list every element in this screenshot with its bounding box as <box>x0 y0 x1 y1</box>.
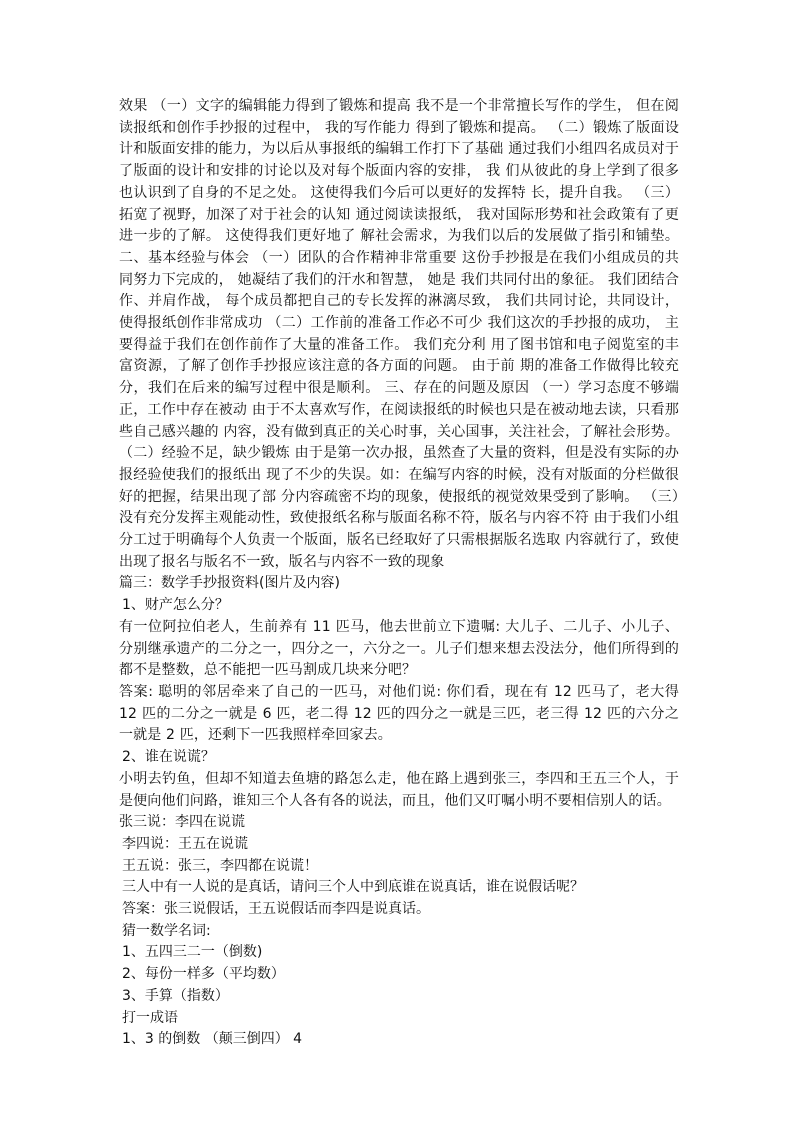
riddle-heading: 猜一数学名词: <box>122 922 211 939</box>
question-2-title: 2、谁在说谎？ <box>122 749 215 766</box>
idiom-heading: 打一成语 <box>122 1009 178 1026</box>
idiom-item: 1、3 的倒数 （颠三倒四） 4 <box>122 1031 303 1048</box>
question-2-answer: 答案：张三说假话，王五说假话而李四是说真话。 <box>122 901 430 918</box>
riddle-item: 3、手算（指数） <box>122 987 229 1004</box>
question-2-text: 小明去钓鱼，但却不知道去鱼塘的路怎么走，他在路上遇到张三，李四和王五三个人，于是便向他们问路，谁知三个人各有各的说法，而且，他们又叮嘱小明不要相信别人的话。 <box>119 770 679 809</box>
riddle-item: 2、每份一样多（平均数） <box>122 966 285 983</box>
question-2-statement-lisi: 李四说：王五在说谎 <box>122 835 248 852</box>
question-2-statement-zhangsan: 张三说：李四在说谎 <box>119 814 245 831</box>
question-2-prompt: 三人中有一人说的是真话，请问三个人中到底谁在说真话，谁在说假话呢？ <box>122 879 584 896</box>
document-page <box>119 96 679 1051</box>
question-1-text: 有一位阿拉伯老人，生前养有 11 匹马，他去世前立下遗嘱: 大儿子、二儿子、小儿子、分别继承遗产的二分之一，四分之一，六分之一。儿子们想来想去没法分，他们所得到的都不是整数，总不能把一匹马割成几块来分吧？ <box>119 618 679 679</box>
body-paragraph-main: 效果 （一）文字的编辑能力得到了锻炼和提高 我不是一个非常擅长写作的学生， 但在阅读报纸和创作手抄报的过程中， 我的写作能力 得到了锻炼和提高。 （二）锻炼了版面设计和版面安排的能力，为以后从事报纸的编辑工作打下了基础 通过我们小组四名成员对于了版面的设计和安排的讨论以及对每个版面内容的安排， 我 们从彼此的身上学到了很多也认识到了自身的不足之处。 这使得我们今后可以更好的发挥特 长，提升自我。 （三）拓宽了视野，加深了对于社会的认知 通过阅读读报纸， 我对国际形势和社会政策有了更进一步的了解。 这使得我们更好地了 解社会需求，为我们以后的发展做了指引和铺垫。 二、基本经验与体会 （一）团队的合作精神非常重要 这份手抄报是在我们小组成员的共同努力下完成的， 她凝结了我们的汗水和智慧， 她是 我们共同付出的象征。 我们团结合作、并肩作战， 每个成员都把自己的专长发挥的淋漓尽致， 我们共同讨论，共同设计，使得报纸创作非常成功 （二）工作前的准备工作必不可少 我们这次的手抄报的成功， 主要得益于我们在创作前作了大量的准备工作。 我们充分利 用了图书馆和电子阅览室的丰富资源，了解了创作手抄报应该注意的各方面的问题。 由于前 期的准备工作做得比较充分，我们在后来的编写过程中很是顺利。 三、存在的问题及原因 （一）学习态度不够端正，工作中存在被动 由于不太喜欢写作，在阅读报纸的时候也只是在被动地去读，只看那些自己感兴趣的 内容，没有做到真正的关心时事，关心国事，关注社会，了解社会形势。 （二）经验不足，缺少锻炼 由于是第一次办报，虽然查了大量的资料，但是没有实际的办报经验使我们的报纸出 现了不少的失误。如：在编写内容的时候，没有对版面的分栏做很好的把握，结果出现了部 分内容疏密不均的现象，使报纸的视觉效果受到了影响。 （三）没有充分发挥主观能动性，致使报纸名称与版面名称不符，版名与内容不符 由于我们小组分工过于明确每个人负责一个版面，版名已经取好了只需根据版名选取 内容就行了，致使出现了报名与版名不一致，版名与内容不一致的现象 <box>119 98 679 570</box>
question-2-statement-wangwu: 王五说：张三，李四都在说谎！ <box>122 857 318 874</box>
question-1-title: 1、财产怎么分？ <box>122 597 229 614</box>
section-heading: 篇三：数学手抄报资料(图片及内容) <box>119 575 340 592</box>
riddle-item: 1、五四三二一（倒数) <box>122 944 263 961</box>
question-1-answer: 答案: 聪明的邻居牵来了自己的一匹马，对他们说: 你们看，现在有 12 匹马了，老大得 12 匹的二分之一就是 6 匹，老二得 12 匹的四分之一就是三匹，老三得 12 匹的六分之一就是 2 匹，还剩下一匹我照样牵回家去。 <box>119 683 679 744</box>
